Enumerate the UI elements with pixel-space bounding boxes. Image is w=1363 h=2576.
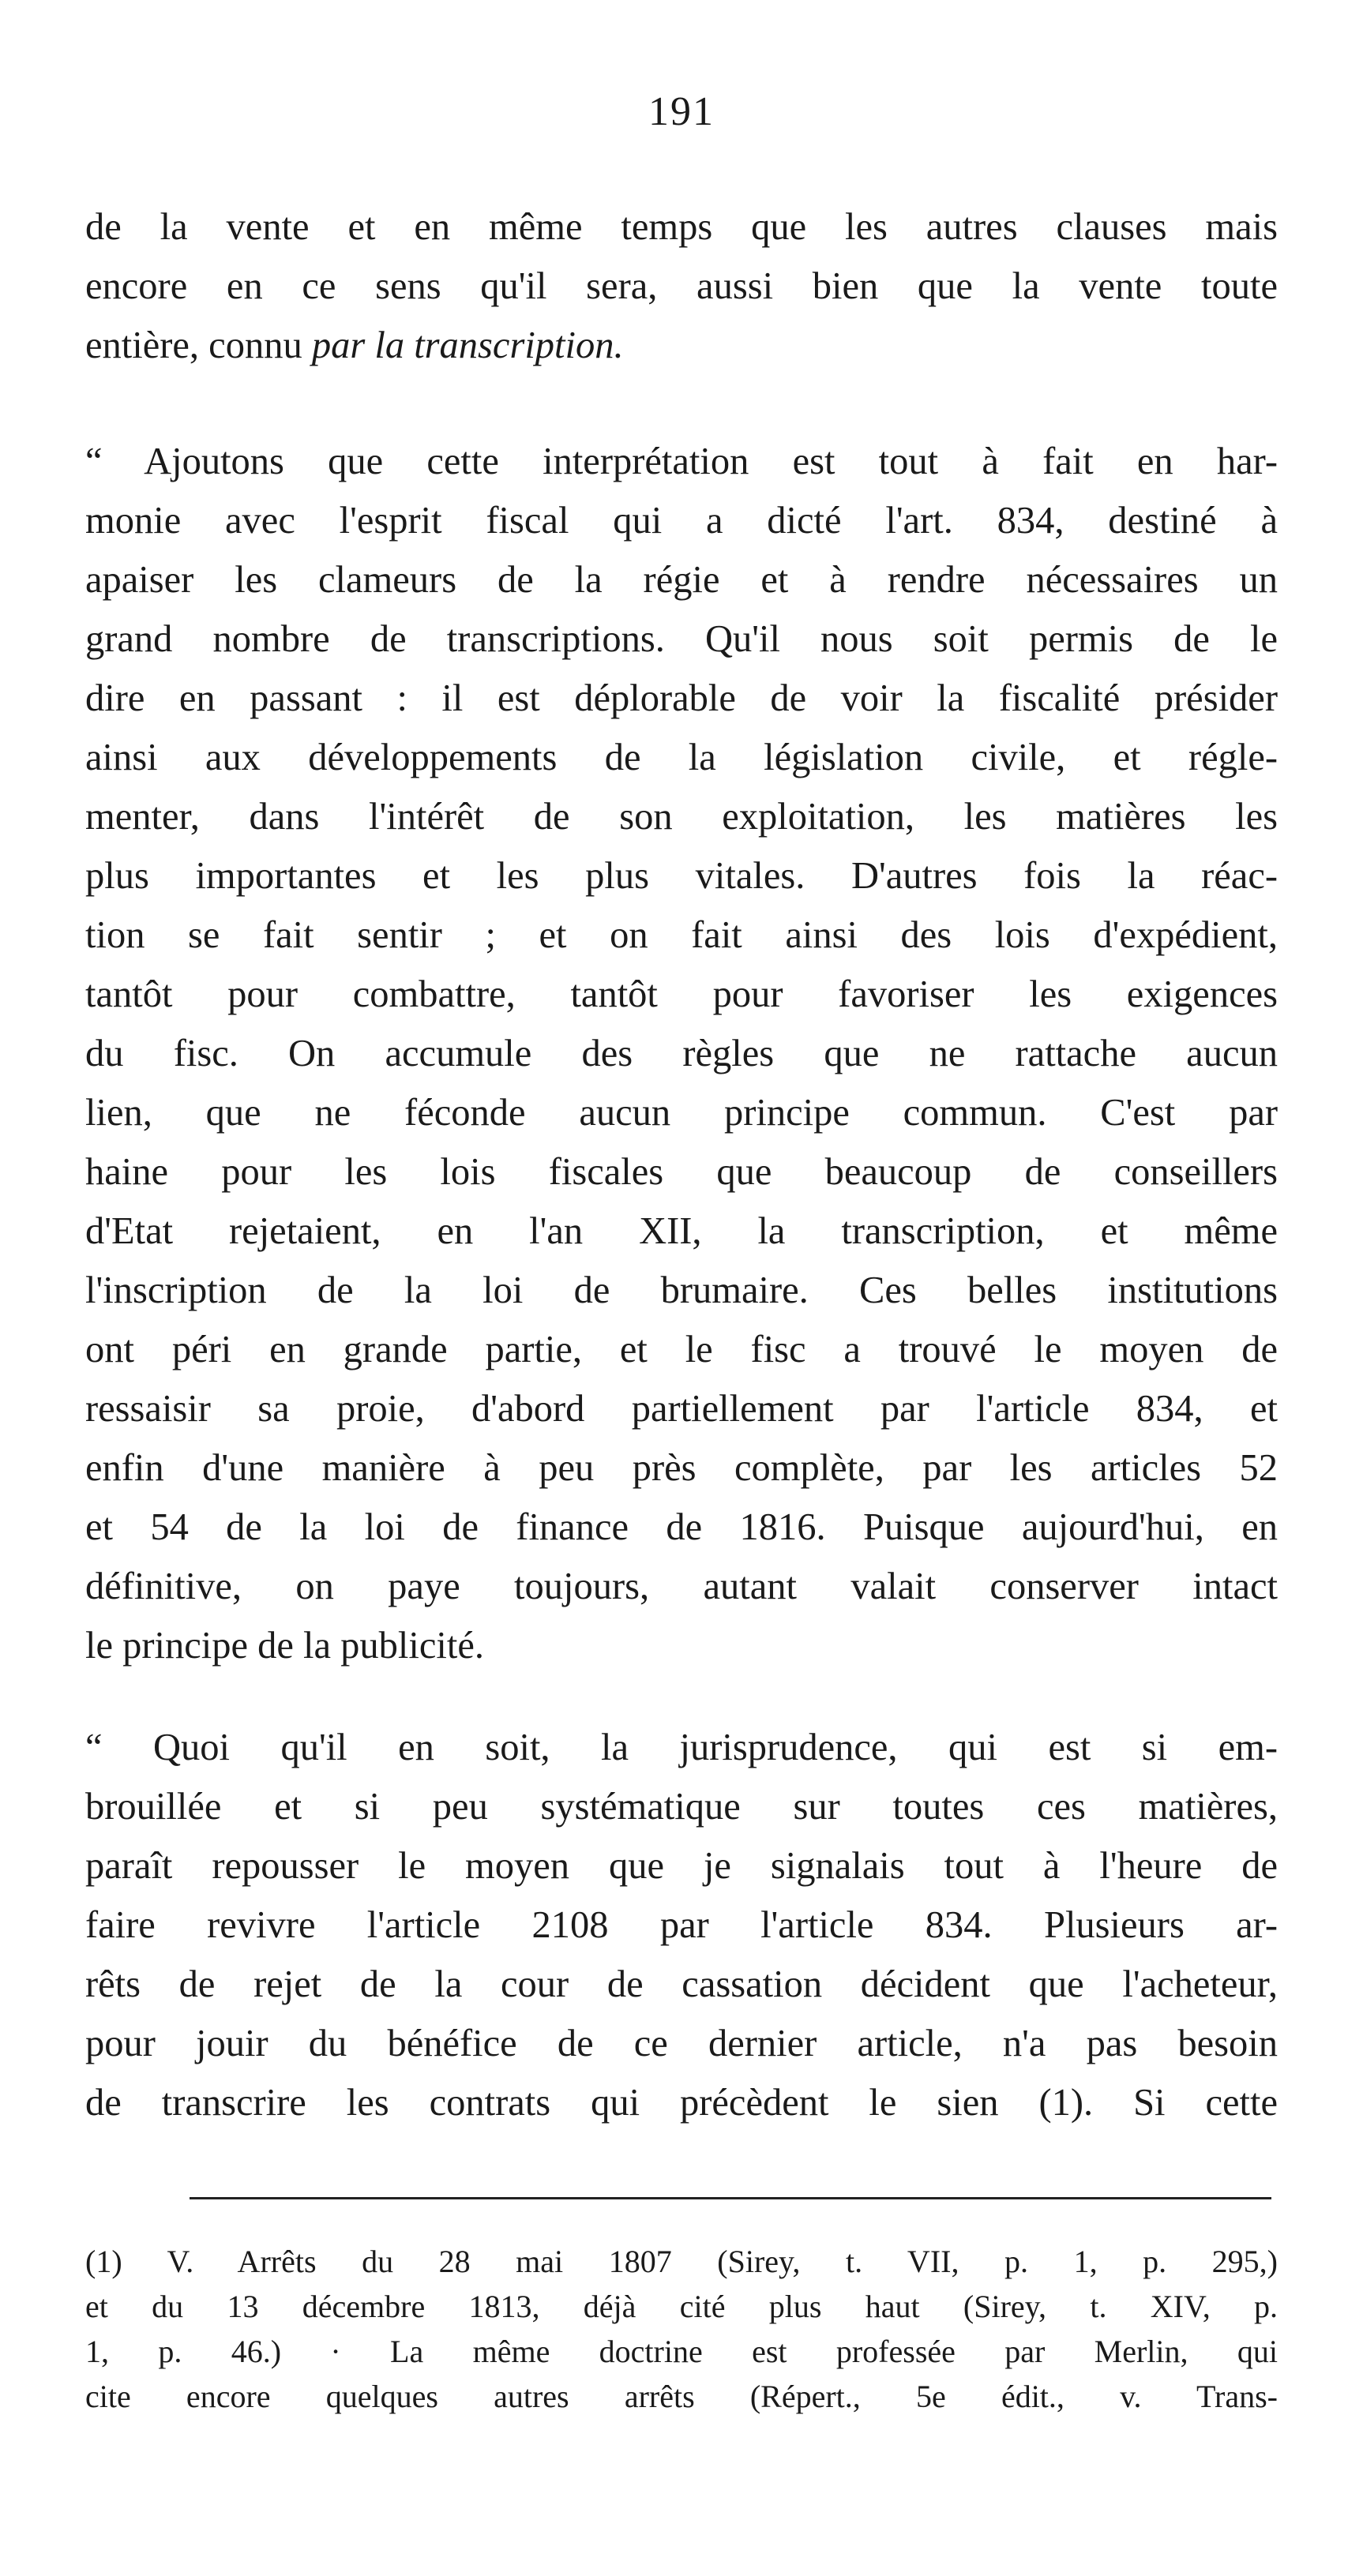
text-line: ressaisir sa proie, d'abord partiellement par l'article 834, et <box>85 1388 1278 1430</box>
text-line: “ Ajoutons que cette interprétation est tout à fait en har- <box>85 441 1278 482</box>
footnote-line: 1, p. 46.) · La même doctrine est professée par Merlin, qui <box>85 2334 1278 2369</box>
body-text <box>85 197 1278 2132</box>
paragraph-gap <box>85 375 1278 432</box>
footnote-line: cite encore quelques autres arrêts (Répert., 5e édit., v. Trans- <box>85 2379 1278 2414</box>
paragraph-1 <box>85 197 1278 375</box>
text-line: tion se fait sentir ; et on fait ainsi des lois d'expédient, <box>85 914 1278 956</box>
text-line: rêts de rejet de la cour de cassation décident que l'acheteur, <box>85 1963 1278 2005</box>
paragraph-3 <box>85 1718 1278 2132</box>
text-line: grand nombre de transcriptions. Qu'il nous soit permis de le <box>85 618 1278 660</box>
text-line: dire en passant : il est déplorable de voir la fiscalité présider <box>85 677 1278 719</box>
text-line: faire revivre l'article 2108 par l'article 834. Plusieurs ar- <box>85 1904 1278 1946</box>
text-line: de transcrire les contrats qui précèdent le sien (1). Si cette <box>85 2082 1278 2124</box>
text-line: apaiser les clameurs de la régie et à rendre nécessaires un <box>85 559 1278 601</box>
footnote-line: et du 13 décembre 1813, déjà cité plus haut (Sirey, t. XIV, p. <box>85 2289 1278 2324</box>
text-line: et 54 de la loi de finance de 1816. Puisque aujourd'hui, en <box>85 1506 1278 1548</box>
text-line: paraît repousser le moyen que je signalais tout à l'heure de <box>85 1845 1278 1887</box>
text-line: menter, dans l'intérêt de son exploitation, les matières les <box>85 796 1278 838</box>
text-line: du fisc. On accumule des règles que ne rattache aucun <box>85 1033 1278 1074</box>
paragraph-gap <box>85 1675 1278 1718</box>
text-line: “ Quoi qu'il en soit, la jurisprudence, qui est si em- <box>85 1727 1278 1768</box>
text-line: l'inscription de la loi de brumaire. Ces belles institutions <box>85 1269 1278 1311</box>
text-line: brouillée et si peu systématique sur toutes ces matières, <box>85 1786 1278 1828</box>
text-line <box>85 316 1278 375</box>
text-line: le principe de la publicité. <box>85 1625 485 1667</box>
text-line: tantôt pour combattre, tantôt pour favoriser les exigences <box>85 973 1278 1015</box>
text-line: haine pour les lois fiscales que beaucoup de conseillers <box>85 1151 1278 1193</box>
text-line: encore en ce sens qu'il sera, aussi bien que la vente toute <box>85 265 1278 307</box>
text-line: pour jouir du bénéfice de ce dernier article, n'a pas besoin <box>85 2023 1278 2064</box>
text-fragment: entière, connu <box>85 324 312 366</box>
text-line: définitive, on paye toujours, autant valait conserver intact <box>85 1565 1278 1607</box>
italic-phrase: par la transcription. <box>311 324 624 366</box>
text-line: lien, que ne féconde aucun principe commun. C'est par <box>85 1092 1278 1134</box>
footnote <box>85 2239 1278 2419</box>
text-line: enfin d'une manière à peu près complète, par les articles 52 <box>85 1447 1278 1489</box>
text-line: plus importantes et les plus vitales. D'autres fois la réac- <box>85 855 1278 897</box>
text-line: ont péri en grande partie, et le fisc a trouvé le moyen de <box>85 1329 1278 1370</box>
paragraph-2 <box>85 432 1278 1675</box>
footnote-divider <box>190 2197 1271 2199</box>
text-line: de la vente et en même temps que les autres clauses mais <box>85 206 1278 248</box>
text-line: d'Etat rejetaient, en l'an XII, la transcription, et même <box>85 1210 1278 1252</box>
text-line: ainsi aux développements de la législation civile, et régle- <box>85 737 1278 778</box>
page-number: 191 <box>648 89 715 134</box>
footnote-line: (1) V. Arrêts du 28 mai 1807 (Sirey, t. VII, p. 1, p. 295,) <box>85 2244 1278 2279</box>
text-line: monie avec l'esprit fiscal qui a dicté l'art. 834, destiné à <box>85 500 1278 542</box>
